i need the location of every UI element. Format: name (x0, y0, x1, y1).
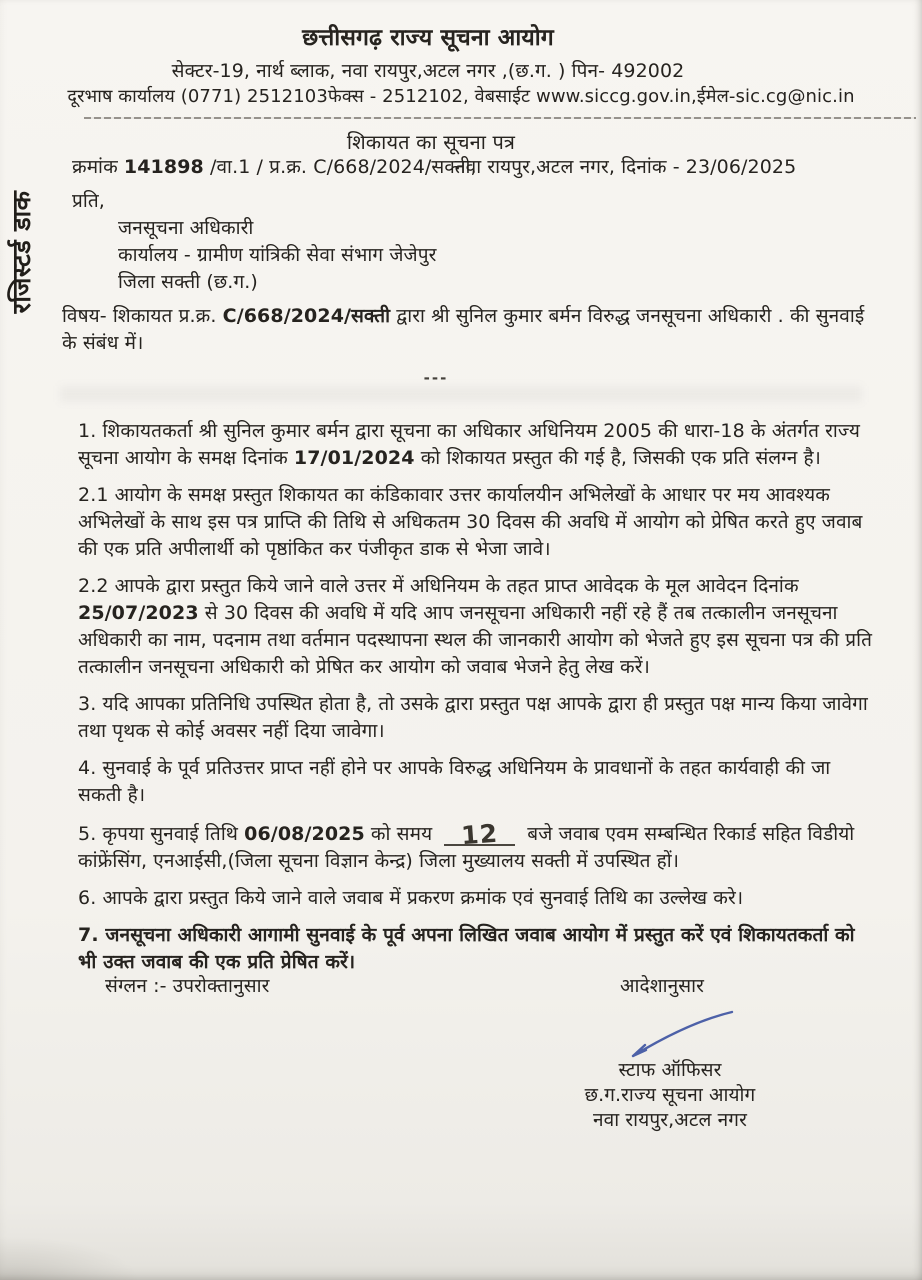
subject-prefix: विषय- शिकायत प्र.क्र. (62, 305, 223, 327)
subject-case-number: C/668/2024/सक्ती (222, 305, 391, 327)
bold-text-segment: 25/07/2023 (78, 602, 199, 624)
text-segment: 1. शिकायतकर्ता श्री सुनिल कुमार बर्मन द्वारा सूचना का अधिकार अधिनियम 2005 की धारा-18 के अंतर्गत राज्य सूचना आयोग के समक्ष दिनांक (78, 420, 861, 469)
paragraph (78, 691, 874, 745)
salutation: प्रति, (72, 190, 105, 212)
body-paragraphs (78, 418, 874, 986)
org-contact-line: दूरभाष कार्यालय (0771) 2512103फेक्स - 2512102, वेबसाईट www.siccg.gov.in,ईमेल-sic.cg@nic.in (67, 86, 855, 107)
handwritten-time-underline (444, 818, 515, 851)
addressee-line: जिला सक्ती (छ.ग.) (118, 271, 258, 293)
signatory-block (535, 1058, 805, 1133)
scan-corner-smudge (0, 1236, 140, 1280)
text-segment: 5. कृपया सुनवाई तिथि (78, 823, 245, 845)
text-segment: बजे जवाब एवम सम्बन्धित रिकार्ड सहित विडीयो कांफ्रेंसिंग, एनआईसी,(जिला सूचना विज्ञान केन्द्र) जिला मुख्यालय सक्ती में उपस्थित हों। (78, 823, 855, 872)
document-title: शिकायत का सूचना पत्र (346, 130, 516, 154)
paragraph (78, 819, 874, 875)
text-segment: 2.2 आपके द्वारा प्रस्तुत किये जाने वाले उत्तर में अधिनियम के तहत प्राप्त आवेदक के मूल आवेदन दिनांक (78, 575, 799, 597)
text-segment: 4. सुनवाई के पूर्व प्रतिउत्तर प्राप्त नहीं होने पर आपके विरुद्ध अधिनियम के प्रावधानों के तहत कार्यवाही की जा सकती है। (78, 757, 831, 806)
scan-smudge-band (60, 386, 862, 402)
ref-label: क्रमांक (72, 156, 124, 178)
paragraph (78, 573, 874, 681)
handwritten-time-value: 12 (460, 818, 500, 851)
registered-post-stamp: रजिस्टर्ड डाक (7, 190, 36, 314)
place-and-date: नवा रायपुर,अटल नगर, दिनांक - 23/06/2025 (455, 156, 797, 178)
subject-line (62, 303, 874, 357)
paragraph (78, 885, 874, 912)
by-order-note: आदेशानुसार (620, 975, 705, 997)
paragraph (78, 755, 874, 809)
signature-stroke (633, 1012, 732, 1056)
addressee-block (118, 215, 436, 296)
text-segment: को शिकायत प्रस्तुत की गई है, जिसकी एक प्रति संलग्न है। (414, 447, 821, 469)
signature-mark (628, 1004, 740, 1060)
text-segment: को समय (364, 823, 439, 845)
paragraph (78, 922, 874, 976)
text-segment: 2.1 आयोग के समक्ष प्रस्तुत शिकायत का कंडिकावार उत्तर कार्यालयीन अभिलेखों के आधार पर मय आवश्यक अभिलेखों के साथ इस पत्र प्राप्ति की तिथि से अधिकतम 30 दिवस की अवधि में आयोग को प्रेषित करते हुए जवाब की एक प्रति अपीलार्थी को पृष्ठांकित कर पंजीकृत डाक से भेजा जावे। (78, 484, 863, 560)
reference-row (72, 153, 902, 179)
subject-rest: द्वारा श्री सुनिल कुमार बर्मन विरुद्ध जनसूचना अधिकारी . की सुनवाई के संबंध में। (62, 305, 865, 354)
ref-case-suffix: /वा.1 / प्र.क्र. C/668/2024/सक्ती, (203, 156, 477, 178)
org-address: सेक्टर-19, नार्थ ब्लाक, नवा रायपुर,अटल नगर ,(छ.ग. ) पिन- 492002 (171, 60, 685, 82)
bold-text-segment: 06/08/2025 (244, 823, 365, 845)
bold-text-segment: 7. जनसूचना अधिकारी आगामी सुनवाई के पूर्व अपना लिखित जवाब आयोग में प्रस्तुत करें एवं शिकायतकर्ता को भी उक्त जवाब की एक प्रति प्रेषित करें। (78, 924, 855, 973)
text-segment: से 30 दिवस की अवधि में यदि आप जनसूचना अधिकारी नहीं रहे हैं तब तत्कालीन जनसूचना अधिकारी का नाम, पदनाम तथा वर्तमान पदस्थापना स्थल की जानकारी आयोग को भेजते हुए इस सूचना पत्र की प्रति तत्कालीन जनसूचना अधिकारी को प्रेषित कर आयोग को जवाब भेजने हेतु लेख करें। (78, 602, 873, 678)
enclosure-note: संग्लन :- उपरोक्तानुसार (105, 975, 270, 997)
org-name: छत्तीसगढ़ राज्य सूचना आयोग (302, 25, 554, 51)
signatory-place: नवा रायपुर,अटल नगर (593, 1109, 747, 1131)
ref-number: 141898 (123, 156, 204, 178)
paragraph (78, 418, 874, 472)
paragraph (78, 482, 874, 563)
signatory-title: स्टाफ ऑफिसर (618, 1059, 722, 1081)
text-segment: 3. यदि आपका प्रतिनिधि उपस्थित होता है, तो उसके द्वारा प्रस्तुत पक्ष आपके द्वारा ही प्रस्तुत पक्ष मान्य किया जावेगा तथा पृथक से कोई अवसर नहीं दिया जावेगा। (78, 693, 868, 742)
addressee-line: जनसूचना अधिकारी (118, 217, 254, 239)
addressee-line: कार्यालय - ग्रामीण यांत्रिकी सेवा संभाग जेजेपुर (118, 244, 437, 266)
bold-text-segment: 17/01/2024 (293, 447, 415, 469)
signatory-org: छ.ग.राज्य सूचना आयोग (584, 1084, 756, 1106)
dash-separator: --- (423, 369, 449, 387)
header-divider (84, 117, 916, 119)
text-segment: 6. आपके द्वारा प्रस्तुत किये जाने वाले जवाब में प्रकरण क्रमांक एवं सुनवाई तिथि का उल्लेख करे। (78, 887, 744, 909)
